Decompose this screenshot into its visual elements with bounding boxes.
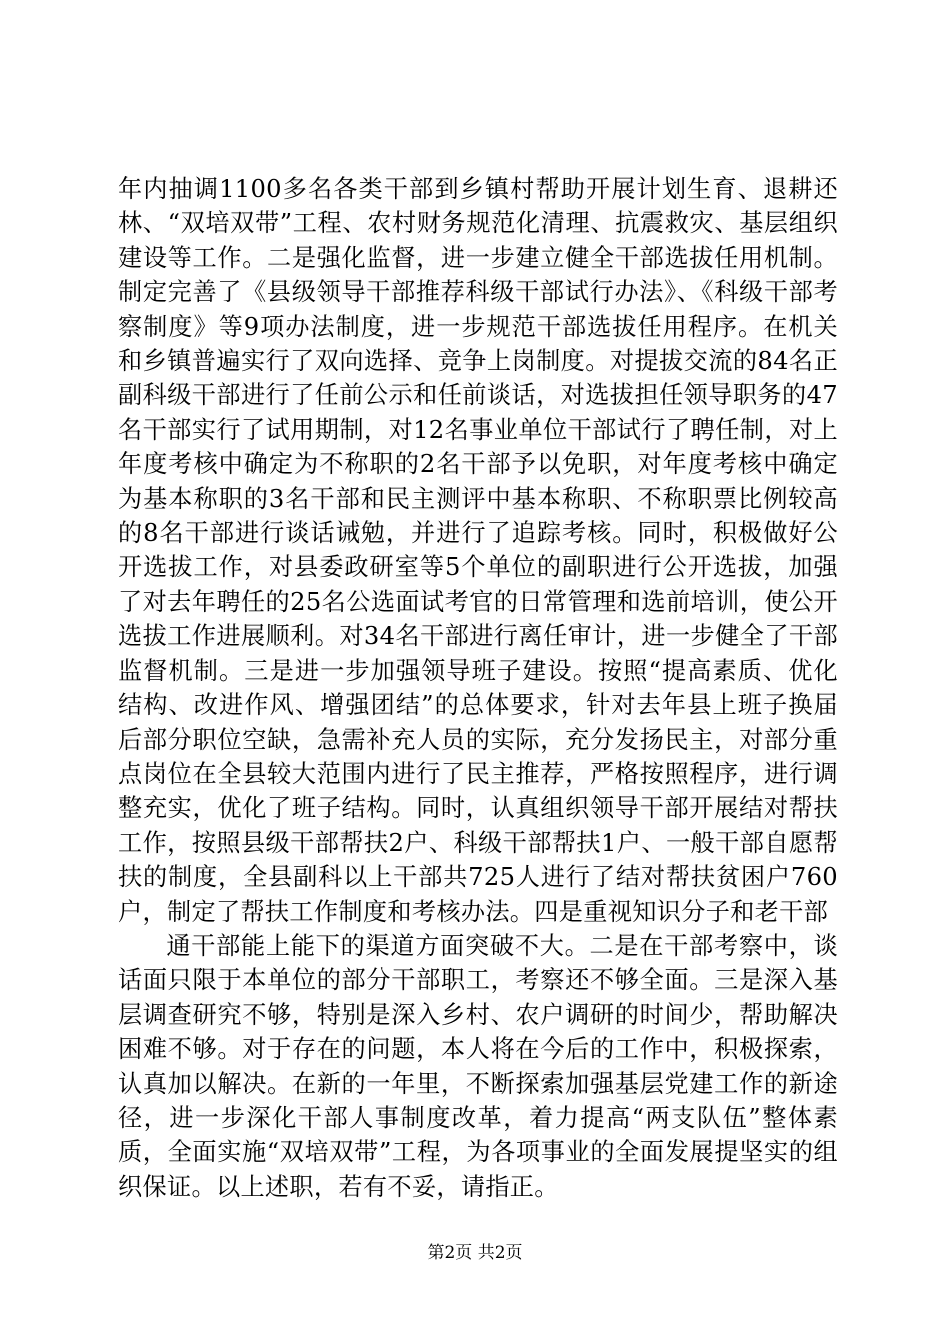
document-body <box>118 172 838 1204</box>
paragraph-2: 通干部能上能下的渠道方面突破不大。二是在干部考察中，谈话面只限于本单位的部分干部职工，考察还不够全面。三是深入基层调查研究不够，特别是深入乡村、农户调研的时间少，帮助解决困难不够。对于存在的问题，本人将在今后的工作中，积极探索，认真加以解决。在新的一年里，不断探索加强基层党建工作的新途径，进一步深化干部人事制度改革，着力提高“两支队伍”整体素质，全面实施“双培双带”工程，为各项事业的全面发展提坚实的组织保证。以上述职，若有不妥，请指正。 <box>118 931 838 1201</box>
paragraph-1: 年内抽调1100多名各类干部到乡镇村帮助开展计划生育、退耕还林、“双培双带”工程、农村财务规范化清理、抗震救灾、基层组织建设等工作。二是强化监督，进一步建立健全干部选拔任用机制。制定完善了《县级领导干部推荐科级干部试行办法》、《科级干部考察制度》等9项办法制度，进一步规范干部选拔任用程序。在机关和乡镇普遍实行了双向选择、竞争上岗制度。对提拔交流的84名正副科级干部进行了任前公示和任前谈话，对选拔担任领导职务的47名干部实行了试用期制，对12名事业单位干部试行了聘任制，对上年度考核中确定为不称职的2名干部予以免职，对年度考核中确定为基本称职的3名干部和民主测评中基本称职、不称职票比例较高的8名干部进行谈话诫勉，并进行了追踪考核。同时，积极做好公开选拔工作，对县委政研室等5个单位的副职进行公开选拔，加强了对去年聘任的25名公选面试考官的日常管理和选前培训，使公开选拔工作进展顺利。对34名干部进行离任审计，进一步健全了干部监督机制。三是进一步加强领导班子建设。按照“提高素质、优化结构、改进作风、增强团结”的总体要求，针对去年县上班子换届后部分职位空缺，急需补充人员的实际，充分发扬民主，对部分重点岗位在全县较大范围内进行了民主推荐，严格按照程序，进行调整充实，优化了班子结构。同时，认真组织领导干部开展结对帮扶工作，按照县级干部帮扶2户、科级干部帮扶1户、一般干部自愿帮扶的制度，全县副科以上干部共725人进行了结对帮扶贫困户760户，制定了帮扶工作制度和考核办法。四是重视知识分子和老干部 <box>118 175 838 926</box>
page-footer: 第2页 共2页 <box>427 1243 523 1263</box>
